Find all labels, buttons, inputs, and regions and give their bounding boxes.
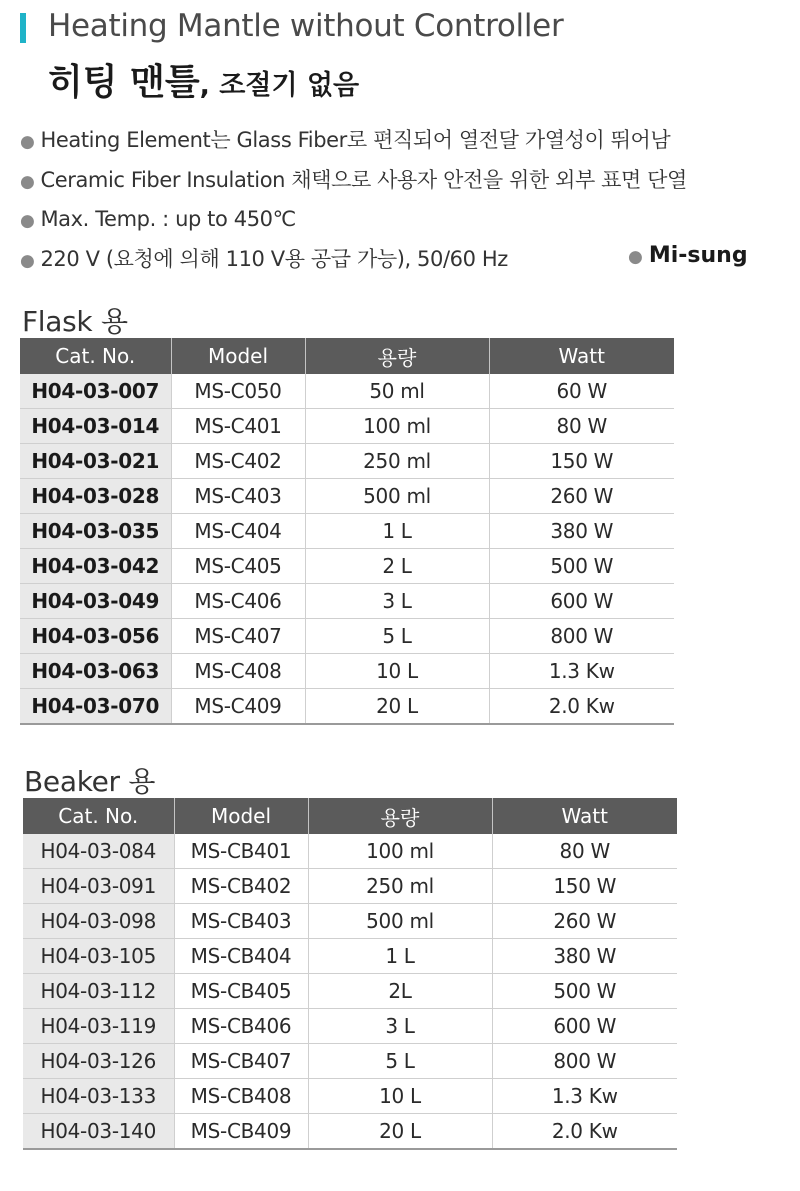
capacity-cell: 50 ml: [305, 374, 489, 409]
watt-cell: 260 W: [489, 479, 674, 514]
capacity-cell: 5 L: [305, 619, 489, 654]
capacity-cell: 20 L: [308, 1114, 492, 1150]
cat-no-cell: H04-03-133: [23, 1079, 174, 1114]
cat-no-cell: H04-03-119: [23, 1009, 174, 1044]
model-cell: MS-C409: [171, 689, 305, 725]
model-cell: MS-C408: [171, 654, 305, 689]
table-row: [23, 869, 677, 904]
model-cell: MS-CB404: [174, 939, 308, 974]
table-row: [20, 689, 674, 725]
table-row: [23, 1009, 677, 1044]
watt-cell: 2.0 Kw: [492, 1114, 677, 1150]
table-row: [20, 514, 674, 549]
table-row: [20, 654, 674, 689]
page-title-korean-sub: , 조절기 없음: [199, 70, 360, 101]
capacity-cell: 1 L: [308, 939, 492, 974]
cat-no-cell: H04-03-014: [20, 409, 171, 444]
table-row: [23, 1114, 677, 1150]
model-cell: MS-C401: [171, 409, 305, 444]
flask-section-title: Flask 용: [22, 305, 128, 338]
capacity-cell: 20 L: [305, 689, 489, 725]
beaker-spec-table: [23, 798, 677, 1150]
watt-cell: 150 W: [492, 869, 677, 904]
capacity-cell: 500 ml: [308, 904, 492, 939]
column-header-watt: Watt: [492, 798, 677, 834]
model-cell: MS-C404: [171, 514, 305, 549]
cat-no-cell: H04-03-070: [20, 689, 171, 725]
table-row: [20, 409, 674, 444]
bullet-icon: ●: [20, 132, 35, 152]
watt-cell: 600 W: [489, 584, 674, 619]
watt-cell: 600 W: [492, 1009, 677, 1044]
model-cell: MS-CB405: [174, 974, 308, 1009]
model-cell: MS-CB408: [174, 1079, 308, 1114]
watt-cell: 80 W: [492, 834, 677, 869]
watt-cell: 1.3 Kw: [492, 1079, 677, 1114]
table-row: [20, 549, 674, 584]
capacity-cell: 10 L: [308, 1079, 492, 1114]
table-row: [23, 1044, 677, 1079]
title-accent-bar: [20, 13, 26, 43]
model-cell: MS-C405: [171, 549, 305, 584]
model-cell: MS-CB403: [174, 904, 308, 939]
column-header-capacity: 용량: [308, 798, 492, 834]
column-header-cat-no: Cat. No.: [23, 798, 174, 834]
bullet-icon: ●: [20, 250, 35, 271]
bullet-icon: ●: [628, 247, 643, 267]
page-title-korean-main: 히팅 맨틀: [48, 62, 200, 103]
cat-no-cell: H04-03-098: [23, 904, 174, 939]
table-row: [23, 974, 677, 1009]
bullet-icon: ●: [20, 171, 35, 192]
watt-cell: 500 W: [492, 974, 677, 1009]
table-row: [23, 939, 677, 974]
capacity-cell: 3 L: [305, 584, 489, 619]
watt-cell: 1.3 Kw: [489, 654, 674, 689]
watt-cell: 150 W: [489, 444, 674, 479]
model-cell: MS-C407: [171, 619, 305, 654]
column-header-cat-no: Cat. No.: [20, 338, 171, 374]
page-title-english: Heating Mantle without Controller: [48, 8, 564, 44]
watt-cell: 800 W: [489, 619, 674, 654]
column-header-model: Model: [171, 338, 305, 374]
bullet-icon: ●: [20, 211, 35, 231]
capacity-cell: 10 L: [305, 654, 489, 689]
column-header-watt: Watt: [489, 338, 674, 374]
capacity-cell: 2L: [308, 974, 492, 1009]
flask-spec-table: [20, 338, 674, 725]
table-row: [20, 584, 674, 619]
capacity-cell: 250 ml: [308, 869, 492, 904]
feature-item: ● Ceramic Fiber Insulation 채택으로 사용자 안전을 위한 외부 표면 단열: [20, 167, 687, 192]
model-cell: MS-C403: [171, 479, 305, 514]
cat-no-cell: H04-03-105: [23, 939, 174, 974]
model-cell: MS-C050: [171, 374, 305, 409]
cat-no-cell: H04-03-021: [20, 444, 171, 479]
table-row: [20, 619, 674, 654]
table-header-row: [23, 798, 677, 834]
cat-no-cell: H04-03-063: [20, 654, 171, 689]
capacity-cell: 5 L: [308, 1044, 492, 1079]
cat-no-cell: H04-03-056: [20, 619, 171, 654]
feature-item: ● Heating Element는 Glass Fiber로 편직되어 열전달 가열성이 뛰어남: [20, 128, 671, 152]
cat-no-cell: H04-03-049: [20, 584, 171, 619]
cat-no-cell: H04-03-035: [20, 514, 171, 549]
capacity-cell: 100 ml: [308, 834, 492, 869]
feature-item: ● 220 V (요청에 의해 110 V용 공급 가능), 50/60 Hz: [20, 246, 508, 271]
model-cell: MS-C402: [171, 444, 305, 479]
model-cell: MS-CB409: [174, 1114, 308, 1150]
watt-cell: 500 W: [489, 549, 674, 584]
cat-no-cell: H04-03-028: [20, 479, 171, 514]
cat-no-cell: H04-03-007: [20, 374, 171, 409]
capacity-cell: 1 L: [305, 514, 489, 549]
cat-no-cell: H04-03-084: [23, 834, 174, 869]
feature-item: ● Max. Temp. : up to 450℃: [20, 207, 296, 231]
capacity-cell: 250 ml: [305, 444, 489, 479]
cat-no-cell: H04-03-042: [20, 549, 171, 584]
cat-no-cell: H04-03-126: [23, 1044, 174, 1079]
capacity-cell: 3 L: [308, 1009, 492, 1044]
watt-cell: 260 W: [492, 904, 677, 939]
column-header-capacity: 용량: [305, 338, 489, 374]
model-cell: MS-CB401: [174, 834, 308, 869]
cat-no-cell: H04-03-091: [23, 869, 174, 904]
table-row: [20, 479, 674, 514]
model-cell: MS-C406: [171, 584, 305, 619]
capacity-cell: 2 L: [305, 549, 489, 584]
table-row: [23, 1079, 677, 1114]
table-row: [23, 904, 677, 939]
table-row: [20, 374, 674, 409]
watt-cell: 380 W: [492, 939, 677, 974]
column-header-model: Model: [174, 798, 308, 834]
capacity-cell: 100 ml: [305, 409, 489, 444]
model-cell: MS-CB402: [174, 869, 308, 904]
watt-cell: 80 W: [489, 409, 674, 444]
watt-cell: 800 W: [492, 1044, 677, 1079]
capacity-cell: 500 ml: [305, 479, 489, 514]
model-cell: MS-CB407: [174, 1044, 308, 1079]
table-header-row: [20, 338, 674, 374]
brand-label: ● Mi-sung: [628, 243, 748, 268]
beaker-section-title: Beaker 용: [24, 765, 156, 798]
cat-no-cell: H04-03-140: [23, 1114, 174, 1150]
table-row: [20, 444, 674, 479]
watt-cell: 60 W: [489, 374, 674, 409]
model-cell: MS-CB406: [174, 1009, 308, 1044]
table-row: [23, 834, 677, 869]
page-title-korean: [48, 54, 359, 105]
watt-cell: 380 W: [489, 514, 674, 549]
watt-cell: 2.0 Kw: [489, 689, 674, 725]
cat-no-cell: H04-03-112: [23, 974, 174, 1009]
